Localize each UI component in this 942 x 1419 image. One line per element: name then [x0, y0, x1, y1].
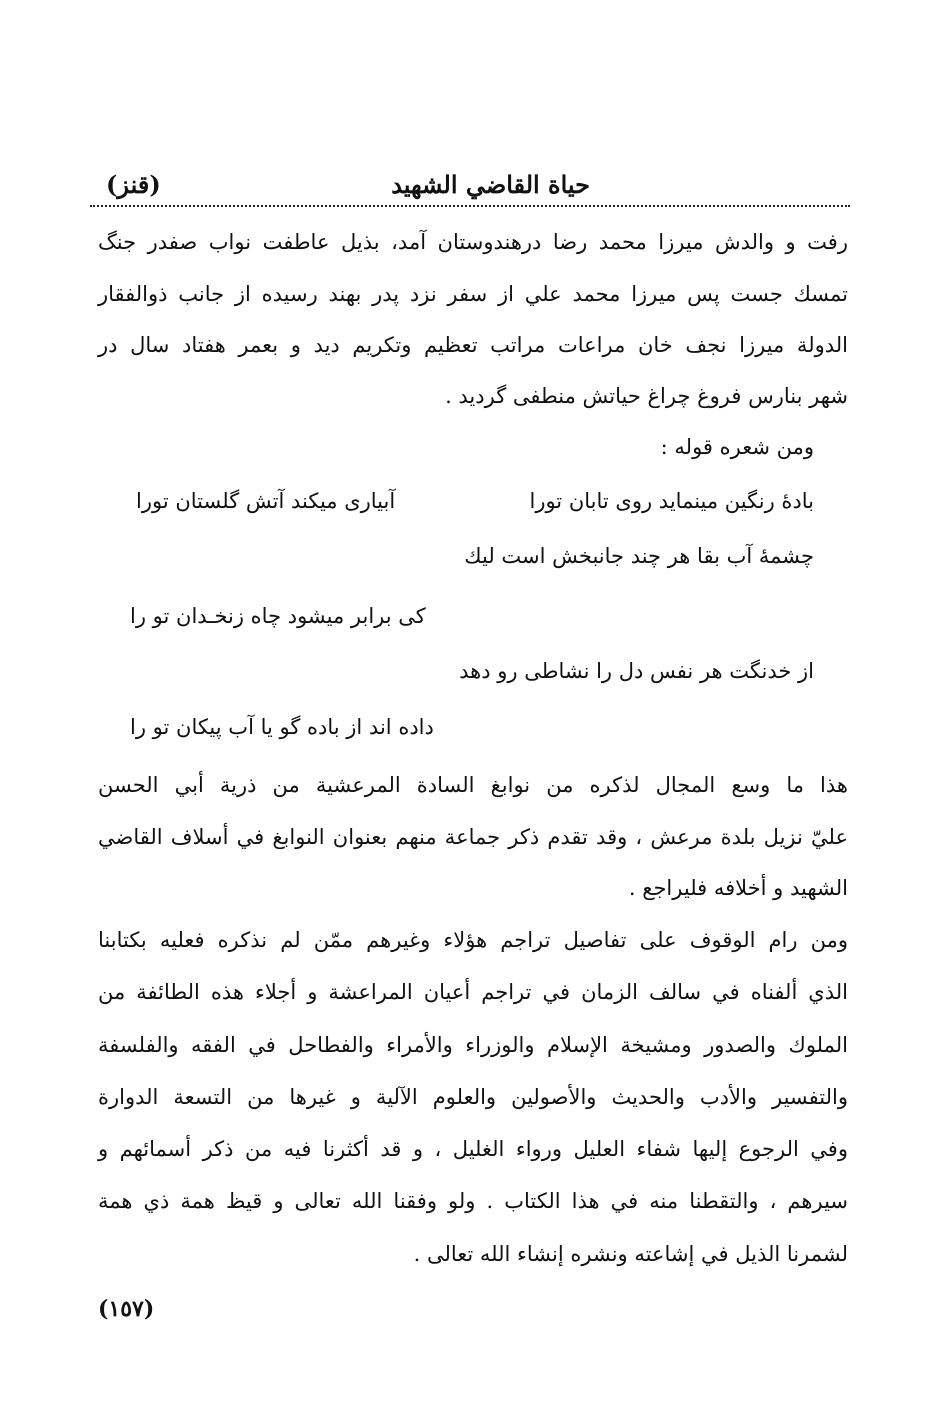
verse-3-right-hemistich: از خدنگت هر نفس دل را نشاطی رو دهد [459, 659, 814, 683]
arabic-p2-line-7: لشمرنا الذيل في إشاعته ونشره إنشاء الله تعالى . [413, 1242, 848, 1266]
persian-line-1: رفت و والدش میرزا محمد رضا درهندوستان آمد، بذیل عاطفت نواب صفدر جنگ [98, 230, 848, 254]
arabic-p2-line-2: الذي ألفناه في سالف الزمان في تراجم أعيان المراعشة و أجلاء هذه الطائفة من [98, 980, 848, 1004]
verse-2-left-hemistich: کی برابر میشود چاه زنخـدان تو را [130, 604, 426, 628]
running-header [96, 170, 848, 204]
arabic-p2-line-1: ومن رام الوقوف على تفاصيل تراجم هؤلاء وغيرهم ممّن لم نذكره فعليه بكتابنا [98, 928, 848, 952]
arabic-p2-line-5: وفي الرجوع إليها شفاء العليل ورواء الغليل ، و قد أكثرنا فيه من ذكر أسمائهم و [98, 1137, 848, 1161]
arabic-p2-line-6: سيرهم ، والتقطنا منه في هذا الكتاب . ولو وفقنا الله تعالى و قيظ همة ذي همة [98, 1189, 848, 1213]
arabic-p1-line-3: الشهيد و أخلافه فليراجع . [628, 876, 848, 900]
persian-line-3: الدولة میرزا نجف خان مراعات مراتب تعظیم وتکریم دید و بعمر هفتاد سال در [98, 333, 848, 357]
verse-2-right-hemistich: چشمهٔ آب بقا هر چند جانبخش است لیك [464, 544, 814, 568]
header-title: حياة القاضي الشهيد [391, 170, 590, 199]
arabic-p2-line-3: الملوك والصدور ومشيخة الإسلام والوزراء والأمراء والفطاحل في الفقه والفلسفة [98, 1033, 848, 1057]
verse-1-left-hemistich: آبیاری میکند آتش گلستان تورا [136, 489, 396, 513]
poem-intro: ومن شعره قوله : [660, 435, 814, 459]
arabic-p1-line-2: عليّ نزيل بلدة مرعش ، وقد تقدم ذكر جماعة منهم بعنوان النوابغ في أسلاف القاضي [98, 825, 848, 849]
header-dotted-rule [90, 205, 850, 207]
persian-line-4: شهر بنارس فروغ چراغ حیاتش منطفی گردید . [445, 384, 848, 408]
arabic-p1-line-1: هذا ما وسع المجال لذكره من نوابغ السادة المرعشية من ذرية أبي الحسن [98, 773, 848, 797]
header-page-code: (قنز) [106, 170, 161, 199]
persian-line-2: تمسك جست پس میرزا محمد علي از سفر نزد پدر بهند رسیده از جانب ذوالفقار [98, 282, 848, 306]
page-number: (١٥٧) [98, 1296, 155, 1322]
verse-1-right-hemistich: بادهٔ رنگین مینماید روی تابان تورا [529, 489, 814, 513]
arabic-p2-line-4: والتفسير والأدب والحديث والأصولين والعلوم الآلية و غيرها من التسعة الدوارة [98, 1085, 848, 1109]
verse-3-left-hemistich: داده اند از باده گو یا آب پیکان تو را [130, 715, 434, 739]
